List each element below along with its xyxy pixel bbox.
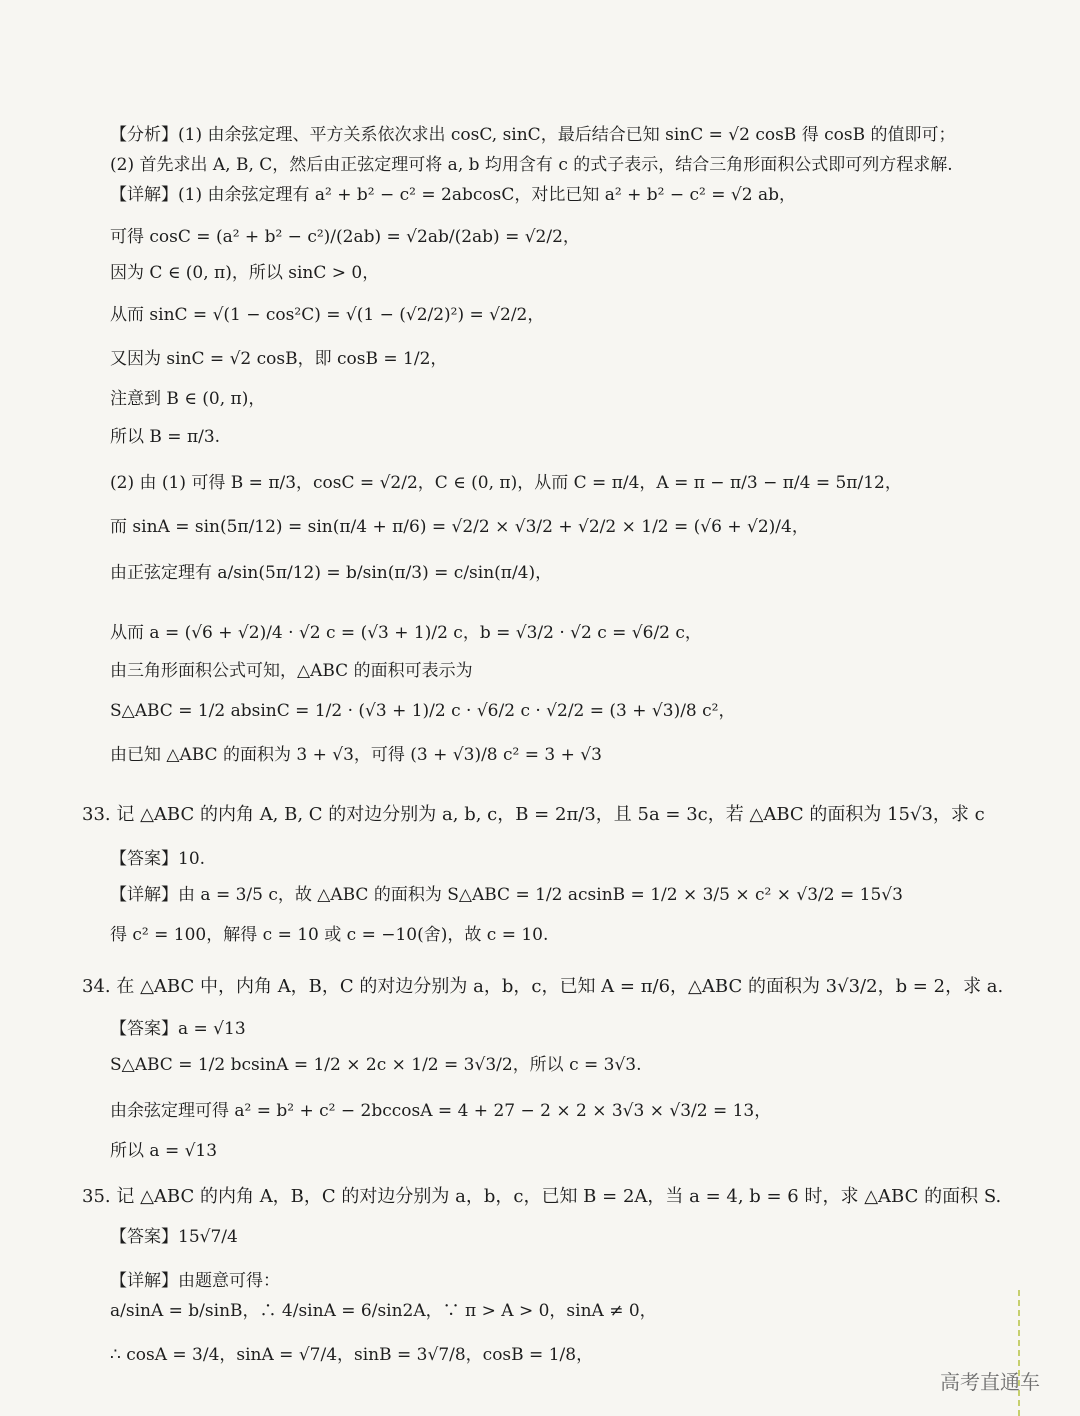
solution-line: S△ABC = 1/2 bcsinA = 1/2 × 2c × 1/2 = 3√3/2，所以 c = 3√3. [110, 1055, 642, 1075]
solution-line: (2) 首先求出 A, B, C，然后由正弦定理可将 a, b 均用含有 c 的式子表示，结合三角形面积公式即可列方程求解. [110, 155, 953, 175]
solution-line: 可得 cosC = (a² + b² − c²)/(2ab) = √2ab/(2ab) = √2/2， [110, 227, 580, 247]
solution-line: 由正弦定理有 a/sin(5π/12) = b/sin(π/3) = c/sin(π/4)， [110, 563, 553, 583]
solution-line: (2) 由 (1) 可得 B = π/3，cosC = √2/2，C ∈ (0, π)，从而 C = π/4，A = π − π/3 − π/4 = 5π/12， [110, 473, 902, 493]
solution-line: 【详解】(1) 由余弦定理有 a² + b² − c² = 2abcosC，对比已知 a² + b² − c² = √2 ab， [110, 185, 796, 205]
solution-line: 【答案】a = √13 [110, 1019, 246, 1039]
solution-line: 因为 C ∈ (0, π)，所以 sinC > 0， [110, 263, 380, 283]
watermark-text: 高考直通车 [940, 1370, 1040, 1394]
solution-line: 【详解】由 a = 3/5 c，故 △ABC 的面积为 S△ABC = 1/2 acsinB = 1/2 × 3/5 × c² × √3/2 = 15√3 [110, 885, 903, 905]
solution-line: 所以 a = √13 [110, 1141, 218, 1161]
solution-line: a/sinA = b/sinB，∴ 4/sinA = 6/sin2A，∵ π > A > 0，sinA ≠ 0， [110, 1301, 657, 1321]
solution-line: 从而 sinC = √(1 − cos²C) = √(1 − (√2/2)²) = √2/2， [110, 305, 545, 325]
solution-line: 得 c² = 100，解得 c = 10 或 c = −10(舍)，故 c = 10. [110, 925, 549, 945]
solution-line: 【详解】由题意可得： [110, 1271, 280, 1291]
question-line: 34. 在 △ABC 中，内角 A，B，C 的对边分别为 a，b，c，已知 A = π/6，△ABC 的面积为 3√3/2，b = 2，求 a. [82, 976, 1004, 997]
solution-line: 【答案】10. [110, 849, 206, 869]
solution-line: 由余弦定理可得 a² = b² + c² − 2bccosA = 4 + 27 − 2 × 2 × 3√3 × √3/2 = 13， [110, 1101, 772, 1121]
solution-line: 由已知 △ABC 的面积为 3 + √3，可得 (3 + √3)/8 c² = 3 + √3 [110, 745, 602, 765]
solution-line: 【分析】(1) 由余弦定理、平方关系依次求出 cosC, sinC，最后结合已知 sinC = √2 cosB 得 cosB 的值即可； [110, 125, 956, 145]
question-line: 35. 记 △ABC 的内角 A，B，C 的对边分别为 a，b，c，已知 B = 2A，当 a = 4, b = 6 时，求 △ABC 的面积 S. [82, 1186, 1002, 1207]
margin-dashed-line [1018, 1290, 1020, 1416]
solution-line: 注意到 B ∈ (0, π)， [110, 389, 266, 409]
question-line: 33. 记 △ABC 的内角 A, B, C 的对边分别为 a, b, c，B = 2π/3，且 5a = 3c，若 △ABC 的面积为 15√3，求 c [82, 804, 985, 825]
solution-line: 而 sinA = sin(5π/12) = sin(π/4 + π/6) = √2/2 × √3/2 + √2/2 × 1/2 = (√6 + √2)/4， [110, 517, 809, 537]
solution-line: S△ABC = 1/2 absinC = 1/2 · (√3 + 1)/2 c · √6/2 c · √2/2 = (3 + √3)/8 c²， [110, 701, 736, 721]
solution-line: ∴ cosA = 3/4，sinA = √7/4，sinB = 3√7/8，cosB = 1/8， [110, 1345, 594, 1365]
solution-line: 所以 B = π/3. [110, 427, 221, 447]
solution-line: 又因为 sinC = √2 cosB，即 cosB = 1/2， [110, 349, 448, 369]
solution-line: 【答案】15√7/4 [110, 1227, 238, 1247]
solution-line: 由三角形面积公式可知，△ABC 的面积可表示为 [110, 661, 473, 681]
solution-line: 从而 a = (√6 + √2)/4 · √2 c = (√3 + 1)/2 c，b = √3/2 · √2 c = √6/2 c， [110, 623, 702, 643]
